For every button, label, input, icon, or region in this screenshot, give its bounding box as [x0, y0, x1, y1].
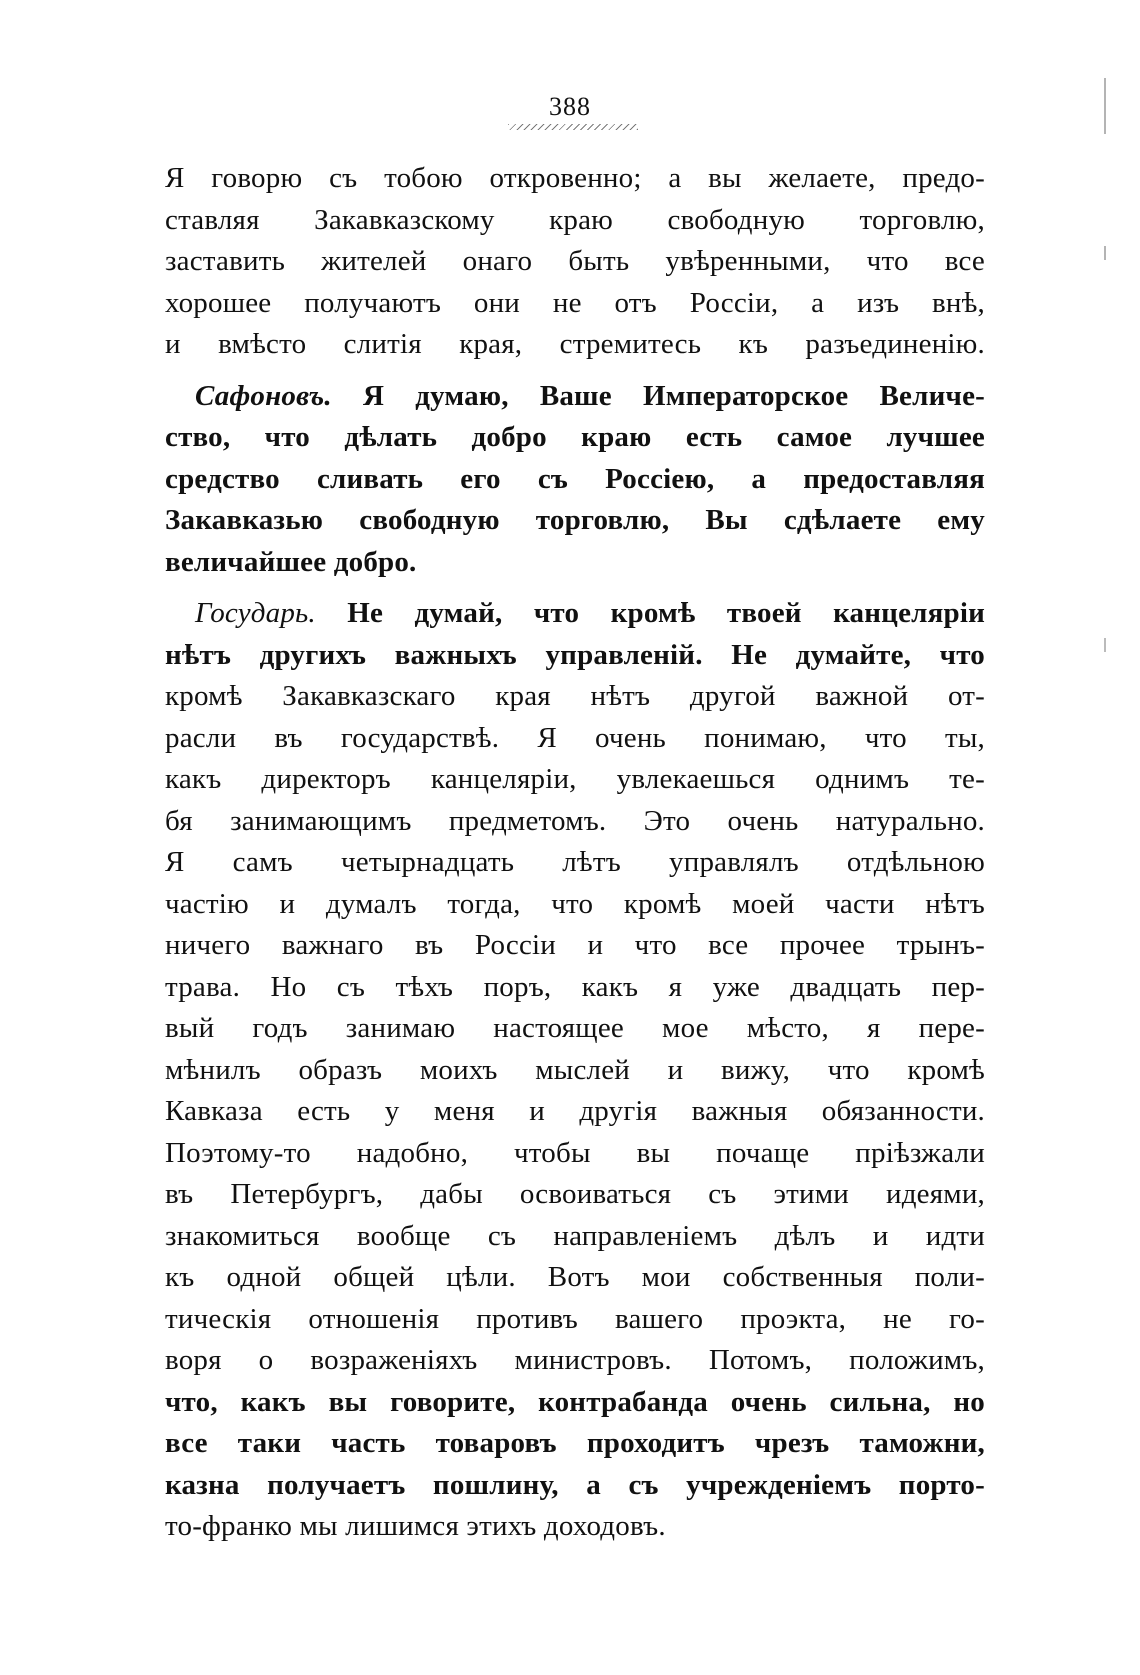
text-line: Не думай, что кромѣ твоей канцеляріи: [347, 597, 985, 629]
speaker-name: Сафоновъ.: [195, 379, 332, 412]
paragraph-emperor-speech-1: [165, 158, 985, 366]
text-line: частію и думалъ тогда, что кромѣ моей части нѣтъ: [165, 887, 985, 920]
text-line: ничего важнаго въ Россіи и что все прочее трынъ-: [165, 929, 985, 961]
text-line: то-франко мы лишимся этихъ доходовъ.: [165, 1510, 666, 1542]
text-line: въ Петербургъ, дабы освоиваться съ этими идеями,: [165, 1178, 985, 1210]
text-line: что, какъ вы говорите, контрабанда очень сильна, но: [165, 1385, 985, 1418]
text-line: къ одной общей цѣли. Вотъ мои собственныя поли-: [165, 1261, 985, 1293]
text-line: казна получаетъ пошлину, а съ учрежденіемъ порто-: [165, 1468, 985, 1501]
text-line: мѣнилъ образъ моихъ мыслей и вижу, что кромѣ: [165, 1053, 985, 1086]
paragraph-safonov-reply: [165, 376, 985, 584]
text-line: нѣтъ другихъ важныхъ управленій. Не думайте, что: [165, 638, 985, 671]
speaker-name: Государь.: [195, 597, 316, 629]
text-line: Я самъ четырнадцать лѣтъ управлялъ отдѣльною: [165, 846, 985, 878]
text-line-with-speaker: [165, 376, 985, 418]
text-line: Я думаю, Ваше Императорское Величе-: [362, 379, 985, 412]
text-line: Закавказью свободную торговлю, Вы сдѣлаете ему: [165, 504, 985, 536]
paragraph-emperor-speech-2: [165, 593, 985, 1548]
text-line: ставляя Закавказскому краю свободную торговлю,: [165, 203, 985, 236]
text-line: хорошее получаютъ они не отъ Россіи, а изъ внѣ,: [165, 286, 985, 319]
text-line: все таки часть товаровъ проходитъ чрезъ таможни,: [165, 1427, 985, 1459]
text-line: ство, что дѣлать добро краю есть самое лучшее: [165, 421, 985, 453]
text-line: вый годъ занимаю настоящее мое мѣсто, я пере-: [165, 1012, 985, 1044]
text-line: тическія отношенія противъ вашего проэкта, не го-: [165, 1302, 985, 1335]
text-line: расли въ государствѣ. Я очень понимаю, что ты,: [165, 721, 985, 754]
text-line: Поэтому-то надобно, чтобы вы почаще пріѣзжали: [165, 1136, 985, 1169]
text-line: средство сливать его съ Россіею, а предоставляя: [165, 462, 985, 495]
text-line-with-speaker: [165, 593, 985, 635]
text-line: какъ директоръ канцеляріи, увлекаешься однимъ те-: [165, 763, 985, 795]
text-line: заставить жителей онаго быть увѣренными, что все: [165, 245, 985, 277]
text-line: кромѣ Закавказскаго края нѣтъ другой важной от-: [165, 680, 985, 712]
page-number-ornament: [508, 124, 638, 130]
text-line: воря о возраженіяхъ министровъ. Потомъ, положимъ,: [165, 1344, 985, 1376]
text-line: и вмѣсто слитія края, стремитесь къ разъединенію.: [165, 328, 985, 360]
text-line: Кавказа есть у меня и другія важныя обязанности.: [165, 1095, 985, 1127]
text-line: трава. Но съ тѣхъ поръ, какъ я уже двадцать пер-: [165, 970, 985, 1003]
text-line: знакомиться вообще съ направленіемъ дѣлъ и идти: [165, 1219, 985, 1252]
text-line: бя занимающимъ предметомъ. Это очень натурально.: [165, 804, 985, 837]
text-line: Я говорю съ тобою откровенно; а вы желаете, предо-: [165, 162, 985, 194]
body-text: [165, 158, 985, 1548]
scan-edge-artifact: [1104, 78, 1106, 1478]
text-line: величайшее добро.: [165, 545, 417, 578]
page-number: 388: [549, 92, 591, 121]
